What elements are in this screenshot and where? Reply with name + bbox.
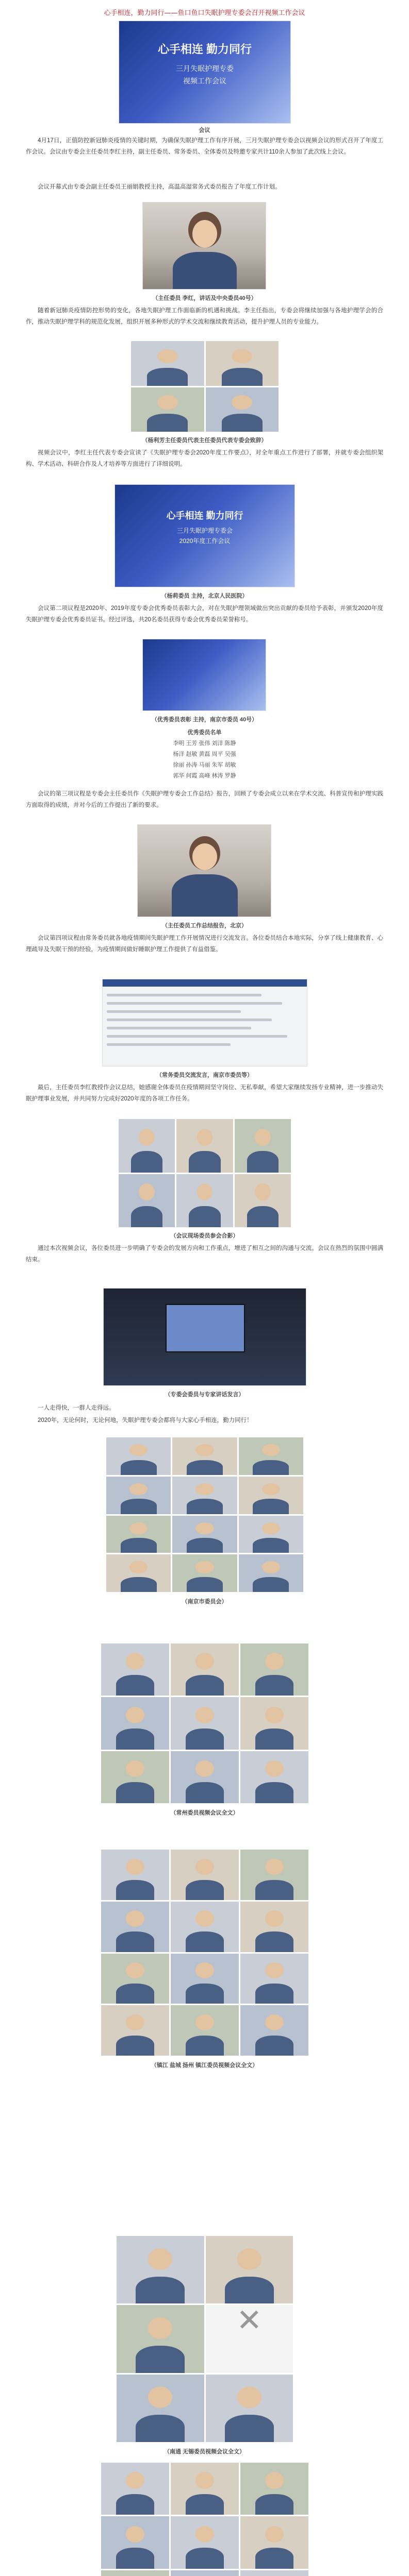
video-grid-4 — [101, 1643, 308, 1803]
name-list-row: 李明 王芳 张伟 刘洋 陈静 — [173, 740, 236, 747]
empty-video-tile — [206, 2305, 293, 2372]
award-name-list — [0, 727, 409, 782]
video-tile — [171, 2570, 239, 2576]
video-tile — [171, 1697, 239, 1749]
video-tile — [240, 2516, 308, 2568]
video-tile — [119, 1119, 175, 1173]
video-tile — [101, 2463, 169, 2515]
video-tile — [171, 1902, 239, 1952]
x-mark-icon: ✕ — [236, 2305, 263, 2338]
video-tile — [176, 1174, 233, 1228]
caption-5: （主任委员工作总结报告，北京） — [162, 923, 247, 929]
video-tile — [172, 1437, 237, 1475]
video-tile — [176, 1119, 233, 1173]
caption-6: （常务委员交流发言，南京市委员等） — [156, 1072, 253, 1078]
video-grid-3 — [106, 1437, 303, 1592]
video-tile — [117, 2236, 204, 2303]
video-tile — [101, 1902, 169, 1952]
video-tile — [106, 1516, 171, 1553]
video-tile — [106, 1437, 171, 1475]
paragraph-10: 一人走得快，一群人走得远。 — [38, 1405, 115, 1411]
caption-9: （南京市委员会） — [182, 1599, 227, 1605]
caption-2: （杨利芳主任委员代表主任委员代表专委会致辞） — [142, 437, 267, 444]
name-list-row: 郭华 何霞 高峰 林涛 罗静 — [173, 773, 236, 779]
video-tile — [235, 1119, 291, 1173]
video-tile — [106, 1554, 171, 1592]
paragraph-2: 会议开幕式由专委会副主任委员王丽娟教授主持，高温高湿常务式委员报告了年度工作计划。 — [38, 184, 281, 190]
article-title: 心手相连，勤力同行——鱼口鱼口失眠护理专委会召开视频工作会议 — [104, 9, 305, 17]
video-tile — [240, 2570, 308, 2576]
caption-11: （镇江 盐城 扬州 镇江委员视频会议全文） — [151, 2062, 258, 2069]
screen-poster-line1: 心手相连 勤力同行 — [166, 511, 243, 521]
poster-caption: 会议 — [199, 127, 210, 133]
video-grid-5 — [101, 1850, 308, 2056]
report-photo — [137, 824, 271, 917]
video-tile — [101, 2516, 169, 2568]
video-tile — [171, 1850, 239, 1900]
caption-12: （南通 无锡委员视频会议全文） — [163, 2449, 246, 2455]
video-tile — [171, 1954, 239, 2004]
video-grid-2 — [119, 1119, 291, 1227]
video-tile — [240, 1902, 308, 1952]
video-grid-1 — [131, 341, 279, 432]
chair-photo — [142, 202, 266, 290]
poster-line2: 三月失眠护理专委 — [176, 64, 234, 73]
video-tile — [171, 1751, 239, 1803]
award-poster-image — [142, 639, 266, 711]
video-tile — [172, 1516, 237, 1553]
paragraph-3: 随着新冠肺炎疫情防控形势的变化，各地失眠护理工作面临新的机遇和挑战。李主任指出，专委会将继续加强与各地护理学会的合作，推动失眠护理学科的规范化发展，组织开展多种形式的学术交流和继续教育活动，提升护理人员的专业能力。 — [26, 308, 383, 325]
caption-7: （会议现场委员参会合影） — [170, 1233, 239, 1239]
paragraph-4: 视频会议中，李红主任代表专委会宣读了《失眠护理专委会2020年度工作要点》，对全年重点工作进行了部署，并就专委会组织架构、学术活动、科研合作及人才培养等方面进行了详细说明。 — [26, 450, 383, 467]
name-list-header: 优秀委员名单 — [187, 730, 222, 736]
name-list-row: 徐丽 孙涛 马丽 朱军 胡敏 — [173, 762, 236, 768]
video-tile — [101, 1850, 169, 1900]
video-tile — [171, 1643, 239, 1696]
paragraph-7: 会议第四项议程由常务委员就各地疫情期间失眠护理工作开展情况进行交流发言。各位委员结合本地实际，分享了线上健康教育、心理疏导及失眠干预的经验，为疫情期间做好睡眠护理工作提供了有益借鉴。 — [26, 935, 383, 953]
screen-share-image — [102, 979, 307, 1066]
video-tile — [235, 1174, 291, 1228]
paragraph-9: 通过本次视频会议，各位委员进一步明确了专委会的发展方向和工作重点，增进了相互之间的沟通与交流。会议在热烈的氛围中圆满结束。 — [26, 1245, 383, 1263]
video-tile — [131, 341, 204, 386]
caption-1: （主任委员 李红，讲话及中央委员40号） — [152, 295, 257, 301]
video-tile — [117, 2375, 204, 2442]
video-tile — [240, 2463, 308, 2515]
video-tile — [206, 387, 279, 432]
video-tile — [206, 2236, 293, 2303]
video-tile — [171, 2463, 239, 2515]
poster-line1: 心手相连 勤力同行 — [157, 43, 252, 56]
paragraph-11: 2020年，无论何时，无论何地，失眠护理专委会都将与大家心手相连，勤力同行！ — [38, 1417, 253, 1423]
caption-4: （优秀委员表彰 主持，南京市委员 40号） — [151, 717, 258, 723]
meeting-room-photo — [103, 1288, 306, 1386]
video-tile — [206, 341, 279, 386]
video-tile — [172, 1477, 237, 1514]
video-tile — [240, 1751, 308, 1803]
video-tile — [101, 1751, 169, 1803]
video-tile — [101, 1954, 169, 2004]
screen-poster-image — [114, 484, 295, 587]
paragraph-8: 最后，主任委员李红教授作会议总结，她感谢全体委员在疫情期间坚守岗位、无私奉献，希望大家继续发扬专业精神，进一步推动失眠护理事业发展，并共同努力完成好2020年度的各项工作任务。 — [26, 1084, 383, 1102]
video-tile — [101, 1643, 169, 1696]
video-tile — [106, 1477, 171, 1514]
video-tile — [172, 1554, 237, 1592]
paragraph-5: 会议第二项议程是2020年、2019年度专委会优秀委员表彰大会，对在失眠护理领域做出突出贡献的委员给予表彰，并颁发2020年度失眠护理专委会优秀委员证书。经过评选，共20名委员获得专委会优秀委员荣誉称号。 — [26, 605, 383, 623]
screen-poster-line3: 2020年度工作会议 — [179, 537, 231, 545]
paragraph-6: 会议的第三项议程是专委会主任委员作《失眠护理专委会工作总结》报告，回顾了专委会成立以来在学术交流、科普宣传和护理实践方面取得的成绩，并对今后的工作提出了新的要求。 — [26, 791, 383, 808]
paragraph-1: 4月17日，正值防控新冠肺炎疫情的关键时期，为确保失眠护理工作有序开展，三月失眠护理专委会以视频会议的形式召开了年度工作会议。会议由专委会主任委员李红主持，副主任委员、常务委员、全体委员及特邀专家共计110余人参加了此次线上会议。 — [26, 138, 383, 155]
video-grid-6 — [117, 2236, 293, 2442]
video-tile — [240, 1850, 308, 1900]
video-tile — [239, 1516, 303, 1553]
video-tile — [206, 2375, 293, 2442]
video-tile — [101, 2570, 169, 2576]
video-tile — [101, 2005, 169, 2056]
video-tile — [239, 1477, 303, 1514]
video-tile — [240, 2005, 308, 2056]
caption-3: （杨莉委员 主持，北京人民医院） — [161, 593, 248, 599]
video-tile — [240, 1643, 308, 1696]
video-tile — [240, 1954, 308, 2004]
video-grid-7 — [101, 2463, 308, 2576]
video-tile — [117, 2305, 204, 2372]
caption-8: （专委会委员与专家讲话发言） — [165, 1392, 244, 1398]
video-tile — [119, 1174, 175, 1228]
name-list-row: 杨洋 赵敏 黄磊 周平 吴强 — [173, 751, 236, 757]
video-tile — [239, 1554, 303, 1592]
video-tile — [171, 2516, 239, 2568]
screen-poster-line2: 三月失眠护理专委会 — [176, 527, 233, 534]
poster-image — [119, 21, 291, 124]
video-tile — [101, 1697, 169, 1749]
poster-line3: 视频工作会议 — [183, 77, 226, 85]
video-tile — [131, 387, 204, 432]
video-tile — [239, 1437, 303, 1475]
caption-10: （常州委员视频会议全文） — [170, 1810, 239, 1816]
video-tile — [240, 1697, 308, 1749]
video-tile — [171, 2005, 239, 2056]
